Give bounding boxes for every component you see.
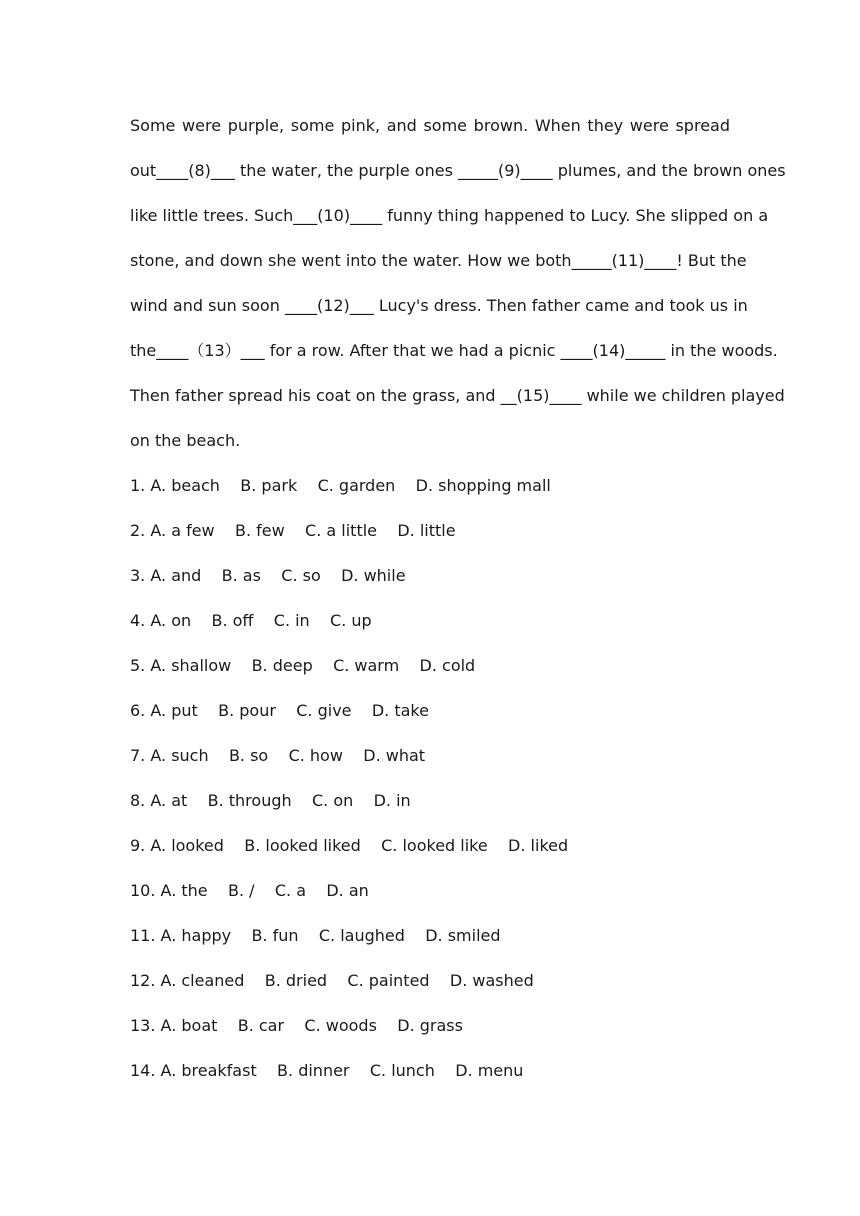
question-item: 9. A. looked B. looked liked C. looked like D. liked <box>130 836 569 855</box>
passage-line: Then father spread his coat on the grass, and __(15)____ while we children played <box>130 386 785 405</box>
passage-line: wind and sun soon ____(12)___ Lucy's dress. Then father came and took us in <box>130 296 748 315</box>
passage-line: stone, and down she went into the water. How we both_____(11)____! But the <box>130 251 747 270</box>
question-item: 8. A. at B. through C. on D. in <box>130 791 411 810</box>
question-item: 1. A. beach B. park C. garden D. shopping mall <box>130 476 551 495</box>
passage-line: on the beach. <box>130 431 241 450</box>
question-list <box>130 463 730 1093</box>
question-item: 3. A. and B. as C. so D. while <box>130 566 406 585</box>
document-page <box>130 103 786 1093</box>
question-item: 14. A. breakfast B. dinner C. lunch D. menu <box>130 1061 524 1080</box>
question-item: 4. A. on B. off C. in C. up <box>130 611 372 630</box>
question-item: 7. A. such B. so C. how D. what <box>130 746 426 765</box>
passage-line: Some were purple, some pink, and some brown. When they were spread <box>130 116 730 135</box>
question-item: 10. A. the B. / C. a D. an <box>130 881 369 900</box>
question-item: 13. A. boat B. car C. woods D. grass <box>130 1016 463 1035</box>
passage-paragraph <box>130 103 786 463</box>
passage-line: the____（13）___ for a row. After that we had a picnic ____(14)_____ in the woods. <box>130 341 778 360</box>
question-item: 6. A. put B. pour C. give D. take <box>130 701 429 720</box>
passage-line: out____(8)___ the water, the purple ones _____(9)____ plumes, and the brown ones <box>130 161 786 180</box>
question-item: 2. A. a few B. few C. a little D. little <box>130 521 456 540</box>
question-item: 12. A. cleaned B. dried C. painted D. washed <box>130 971 534 990</box>
question-item: 5. A. shallow B. deep C. warm D. cold <box>130 656 476 675</box>
passage-line: like little trees. Such___(10)____ funny thing happened to Lucy. She slipped on a <box>130 206 769 225</box>
question-item: 11. A. happy B. fun C. laughed D. smiled <box>130 926 501 945</box>
